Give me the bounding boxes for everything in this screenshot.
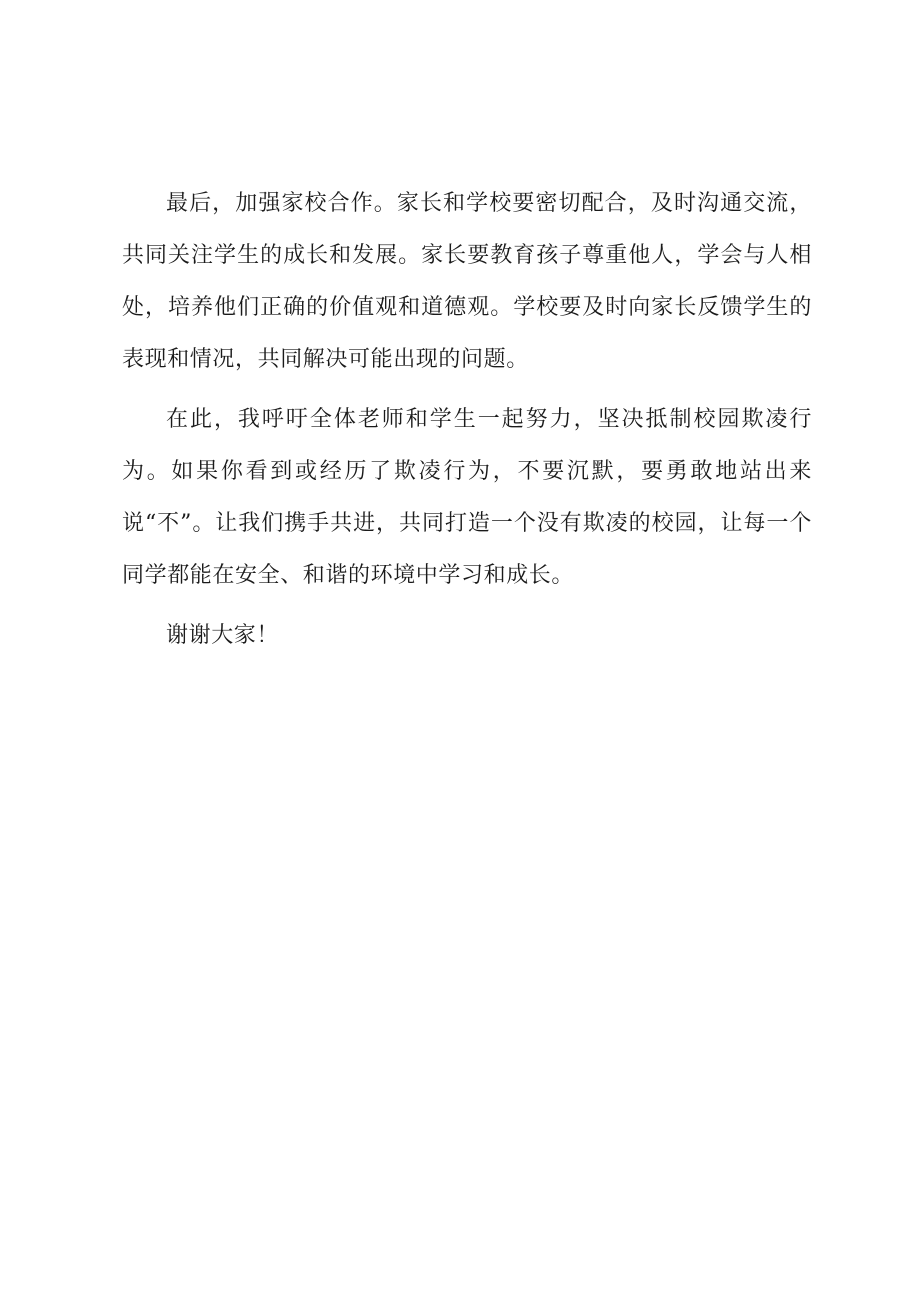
paragraph-anti-bullying-appeal: 在此，我呼吁全体老师和学生一起努力，坚决抵制校园欺凌行为。如果你看到或经历了欺凌行为，不要沉默，要勇敢地站出来说“不”。让我们携手共进，共同打造一个没有欺凌的校园，让每一个同学都能在安全、和谐的环境中学习和成长。	[122, 407, 812, 588]
paragraph-home-school-cooperation: 最后，加强家校合作。家长和学校要密切配合，及时沟通交流，共同关注学生的成长和发展。家长要教育孩子尊重他人，学会与人相处，培养他们正确的价值观和道德观。学校要及时向家长反馈学生的表现和情况，共同解决可能出现的问题。	[122, 191, 812, 372]
document-body	[122, 178, 812, 670]
paragraph-closing-thanks: 谢谢大家！	[166, 623, 280, 648]
